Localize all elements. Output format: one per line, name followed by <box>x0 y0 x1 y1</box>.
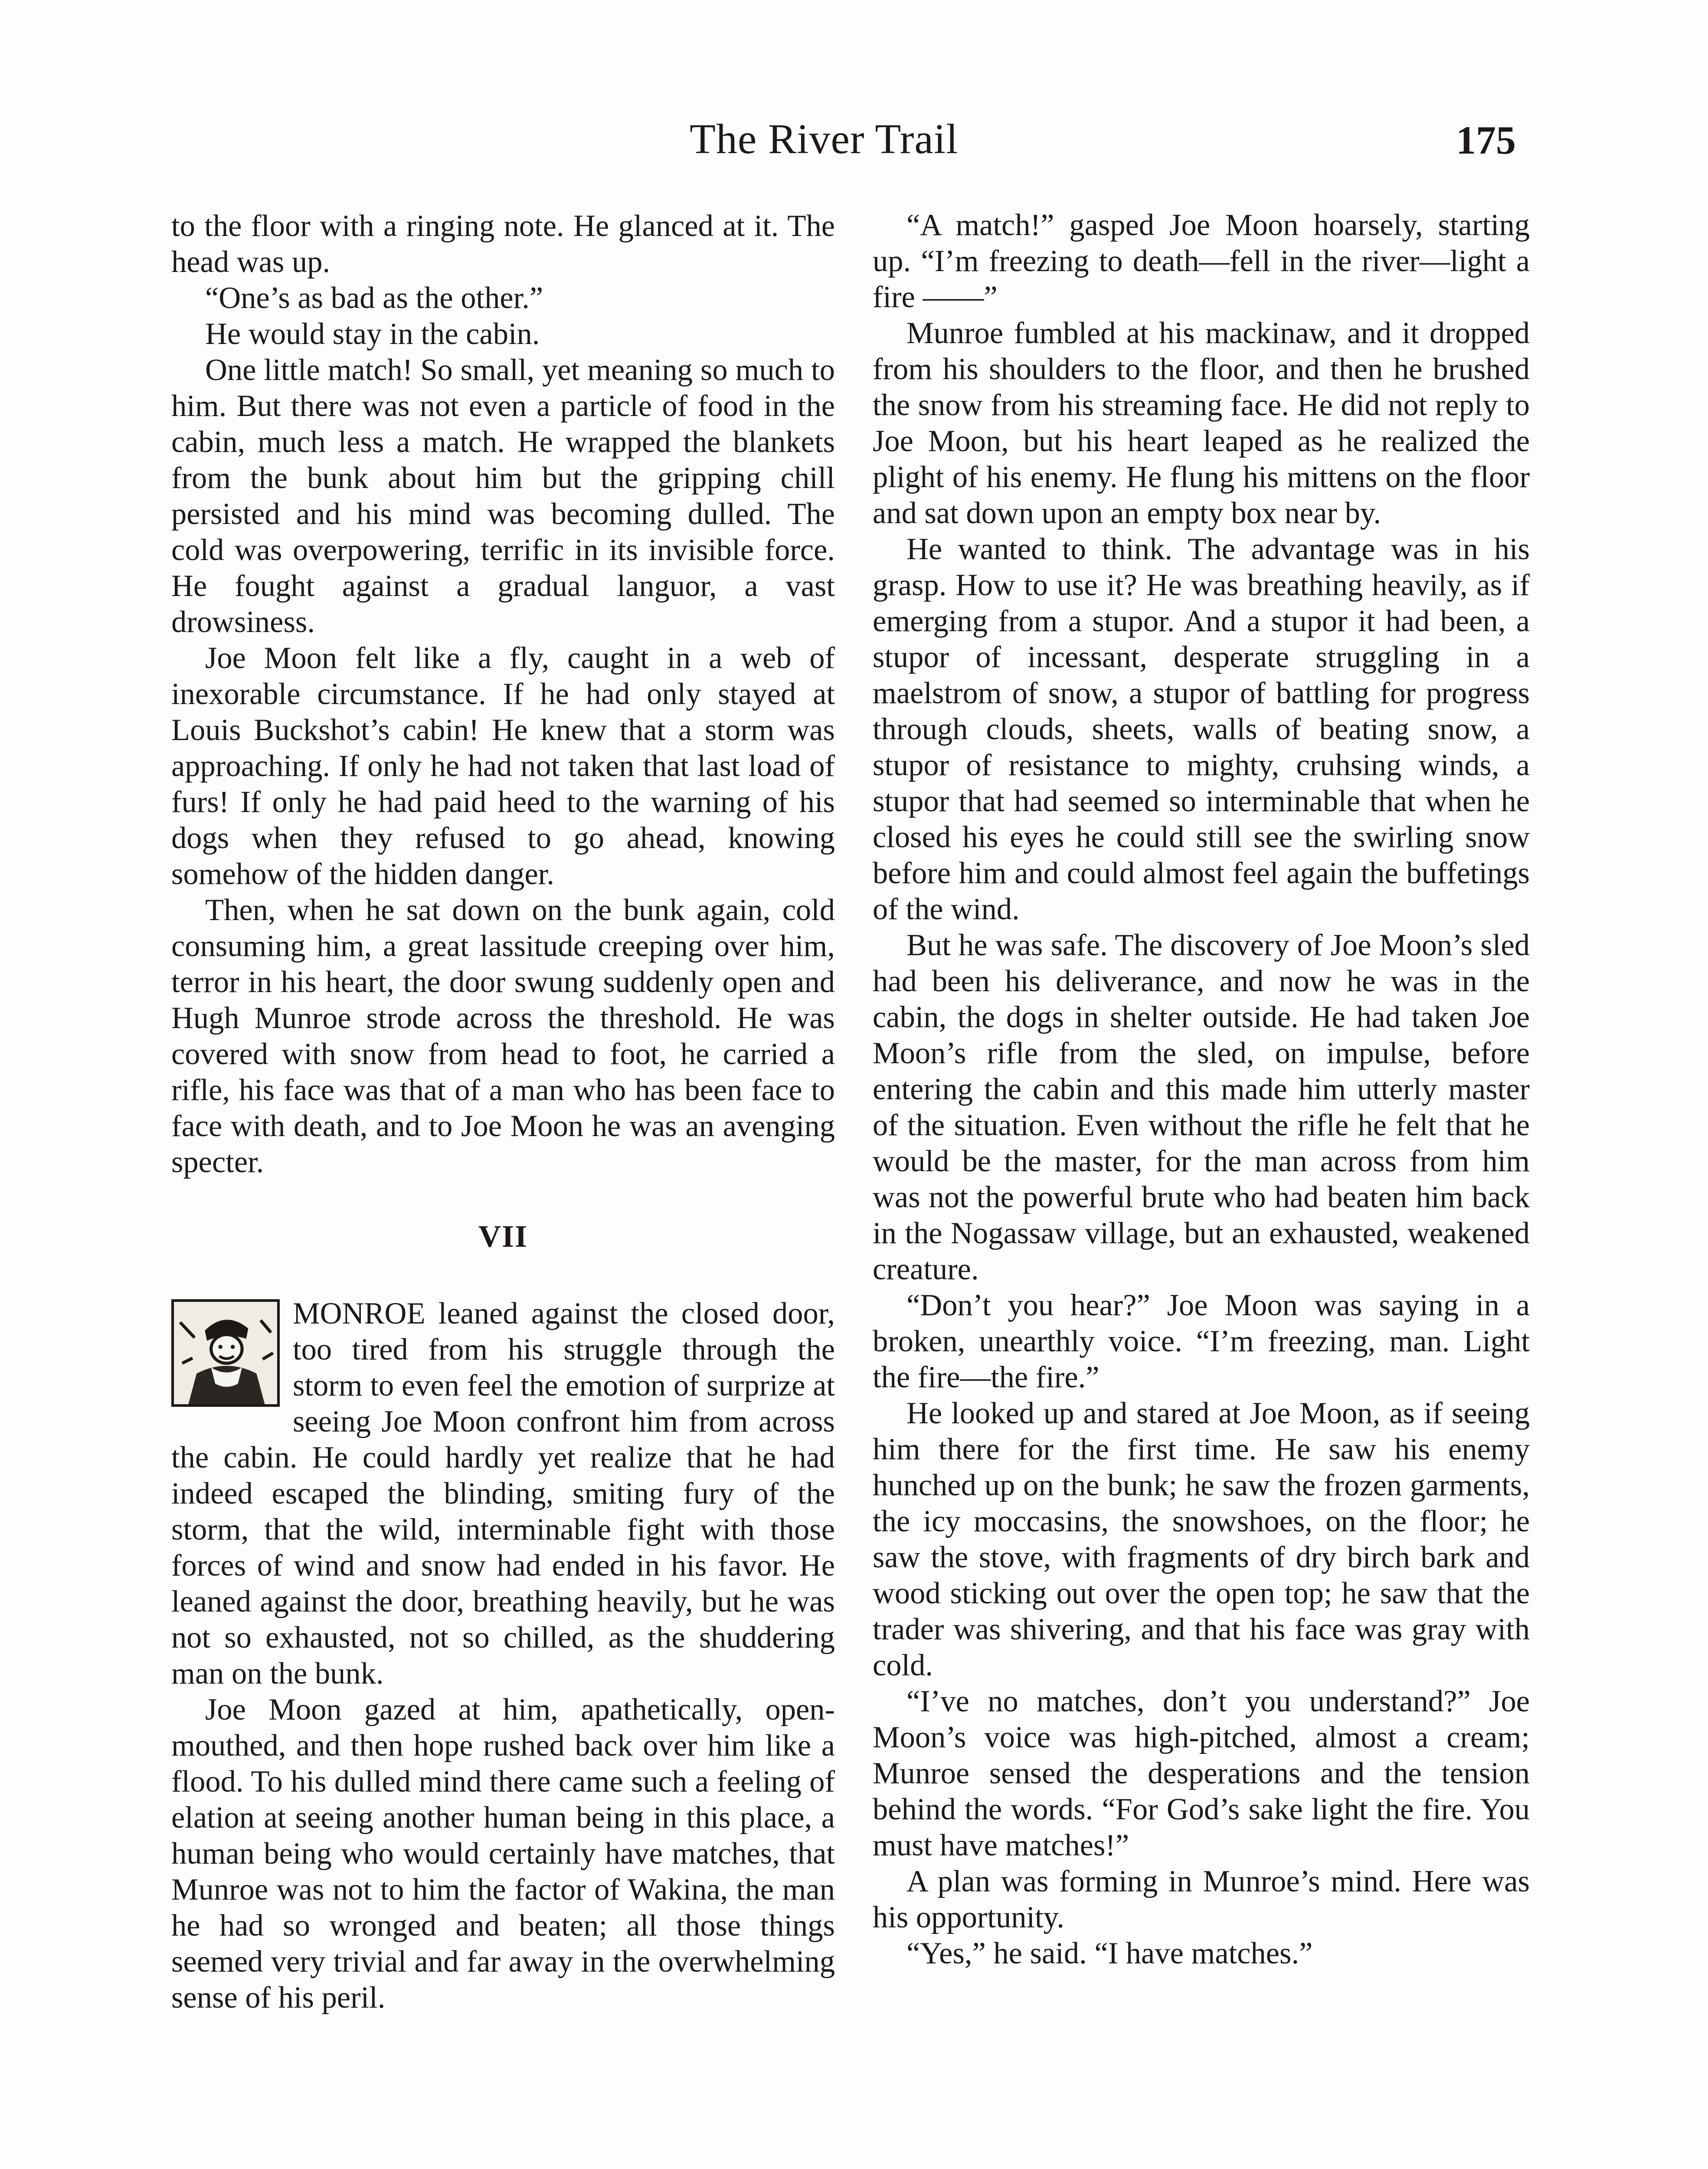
paragraph: to the floor with a ringing note. He glanced at it. The head was up. <box>171 209 835 279</box>
paragraph: “Yes,” he said. “I have matches.” <box>906 1936 1313 1970</box>
paragraph: Joe Moon felt like a fly, caught in a web of inexorable circumstance. If he had only stayed at Louis Buckshot’s cabin! He knew that a storm was approaching. If only he had not taken that last load of furs! If only he had paid heed to the warning of his dogs when they refused to go ahead, knowing somehow of the hidden danger. <box>171 641 835 891</box>
right-column <box>873 207 1530 1972</box>
paragraph: Then, when he sat down on the bunk again, cold consuming him, a great lassitude creeping over him, terror in his heart, the door swung suddenly open and Hugh Munroe strode across the threshold. He was covered with snow from head to foot, he carried a rifle, his face was that of a man who has been face to face with death, and to Joe Moon he was an avenging specter. <box>171 893 835 1179</box>
drop-cap-portrait-icon <box>171 1299 280 1407</box>
paragraph: He looked up and stared at Joe Moon, as if seeing him there for the first time. He saw his enemy hunched up on the bunk; he saw the frozen garments, the icy moccasins, the snowshoes, on the floor; he saw the stove, with fragments of dry birch bark and wood sticking out over the open top; he saw that the trader was shivering, and that his face was gray with cold. <box>873 1396 1530 1682</box>
paragraph: “One’s as bad as the other.” <box>205 281 543 315</box>
paragraph: A plan was forming in Munroe’s mind. Here was his opportunity. <box>873 1864 1530 1934</box>
paragraph: “I’ve no matches, don’t you understand?” Joe Moon’s voice was high-pitched, almost a cream; Munroe sensed the desperations and the tension behind the words. “For God’s sake light the fire. You must have matches!” <box>873 1684 1530 1862</box>
page-number: 175 <box>1456 118 1516 162</box>
paragraph: But he was safe. The discovery of Joe Moon’s sled had been his deliverance, and now he was in the cabin, the dogs in shelter outside. He had taken Joe Moon’s rifle from the sled, on impulse, before entering the cabin and this made him utterly master of the situation. Even without the rifle he felt that he would be the master, for the man across from him was not the powerful brute who had beaten him back in the Nogassaw village, but an exhausted, weakened creature. <box>873 928 1530 1286</box>
section-number: VII <box>478 1219 528 1254</box>
paragraph: He would stay in the cabin. <box>205 317 540 351</box>
paragraph: Munroe fumbled at his mackinaw, and it dropped from his shoulders to the floor, and then he brushed the snow from his streaming face. He did not reply to Joe Moon, but his heart leaped as he realized the plight of his enemy. He flung his mittens on the floor and sat down upon an empty box near by. <box>873 316 1530 530</box>
left-column <box>171 208 835 2016</box>
paragraph: Joe Moon gazed at him, apathetically, open-mouthed, and then hope rushed back over him like a flood. To his dulled mind there came such a feeling of elation at seeing another human being in this place, a human being who would certainly have matches, that Munroe was not to him the factor of Wakina, the man he had so wronged and beaten; all those things seemed very trivial and far away in the overwhelming sense of his peril. <box>171 1693 835 2015</box>
paragraph: One little match! So small, yet meaning so much to him. But there was not even a particle of food in the cabin, much less a match. He wrapped the blankets from the bunk about him but the gripping chill persisted and his mind was becoming dulled. The cold was overpowering, terrific in its invisible force. He fought against a gradual languor, a vast drowsiness. <box>171 353 835 639</box>
paragraph: “Don’t you hear?” Joe Moon was saying in a broken, unearthly voice. “I’m freezing, man. Light the fire—the fire.” <box>873 1288 1530 1394</box>
paragraph: “A match!” gasped Joe Moon hoarsely, starting up. “I’m freezing to death—fell in the river—light a fire ——” <box>873 208 1530 314</box>
paragraph: He wanted to think. The advantage was in his grasp. How to use it? He was breathing heavily, as if emerging from a stupor. And a stupor it had been, a stupor of incessant, desperate struggling in a maelstrom of snow, a stupor of battling for progress through clouds, sheets, walls of beating snow, a stupor of resistance to mighty, cruhsing winds, a stupor that had seemed so interminable that when he closed his eyes he could still see the swirling snow before him and could almost feel again the buffetings of the wind. <box>873 532 1530 926</box>
paragraph: MONROE leaned against the closed door, too tired from his struggle through the storm to even feel the emotion of surprize at seeing Joe Moon confront him from across the cabin. He could hardly yet realize that he had indeed escaped the blinding, smiting fury of the storm, that the wild, interminable fight with those forces of wind and snow had ended in his favor. He leaned against the door, breathing heavily, but he was not so exhausted, not so chilled, as the shuddering man on the bunk. <box>171 1297 835 1691</box>
running-title: The River Trail <box>690 116 959 163</box>
